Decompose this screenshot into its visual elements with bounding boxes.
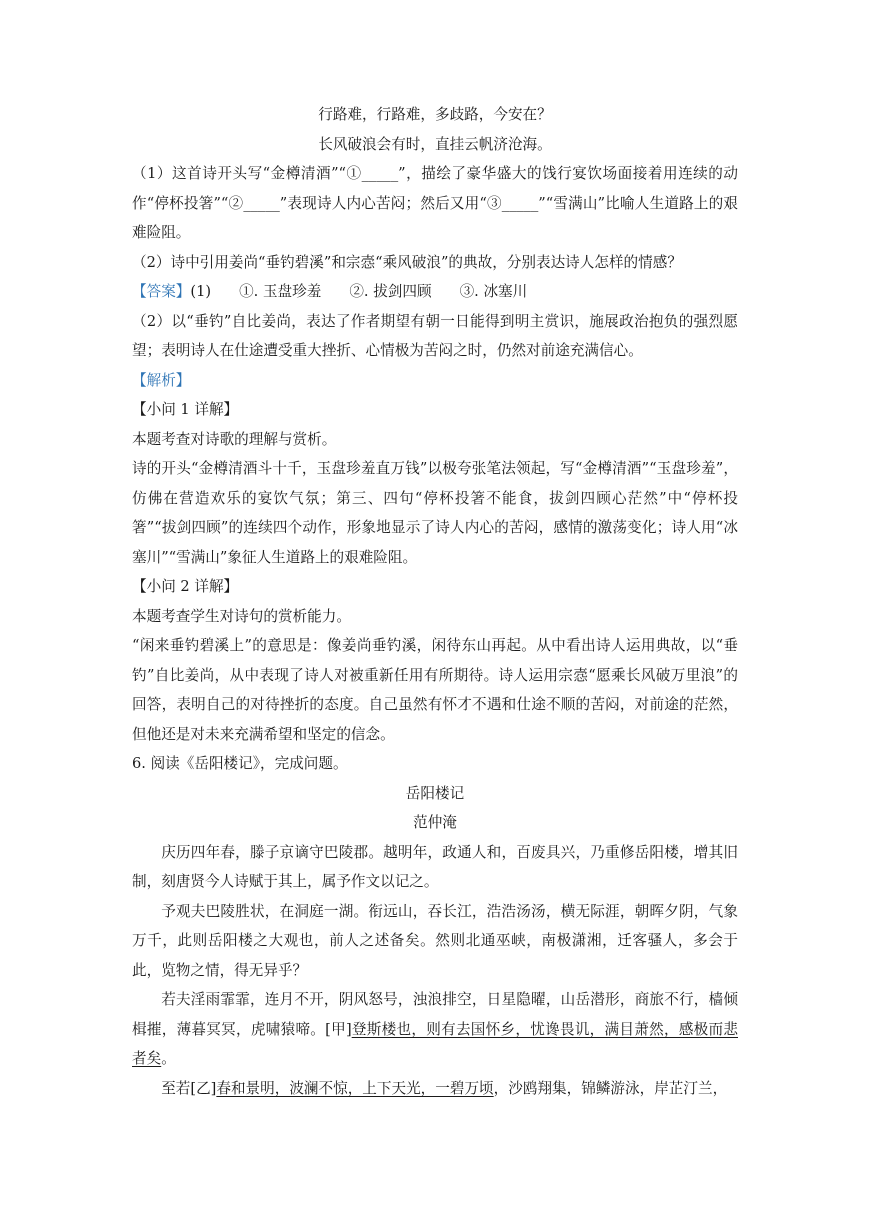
- passage-text: 至若[乙]: [161, 1079, 217, 1097]
- analysis-intro: 本题考查对诗歌的理解与赏析。: [132, 430, 337, 448]
- answer-item: ①. 玉盘珍羞: [239, 283, 322, 300]
- underlined-sentence-yi: 春和景明，波澜不惊，上下天光，一碧万顷: [216, 1079, 494, 1097]
- subquestion-heading: 【小问 2 详解】: [132, 578, 239, 595]
- analysis-body: 诗的开头“金樽清酒斗十千，玉盘珍羞直万钱”以极夸张笔法领起，写“金樽清酒”“玉盘珍羞”，仿佛在营造欢乐的宴饮气氛；第三、四句“停杯投箸不能食，拔剑四顾心茫然”中“停杯投箸”“拔剑四顾”的连续四个动作，形象地显示了诗人内心的苦闷，感情的激荡变化；诗人用“冰塞川”“雪满山”象征人生道路上的艰难险阻。: [132, 460, 738, 566]
- poem-line: 长风破浪会有时，直挂云帆济沧海。: [318, 135, 552, 153]
- passage-paragraph: 予观夫巴陵胜状，在洞庭一湖。衔远山，吞长江，浩浩汤汤，横无际涯，朝晖夕阴，气象万千，此则岳阳楼之大观也，前人之述备矣。然则北通巫峡，南极潇湘，迁客骚人，多会于此，览物之情，得无异乎？: [132, 902, 738, 979]
- analysis-intro: 本题考查学生对诗句的赏析能力。: [132, 607, 351, 625]
- answer-item: ②. 拔剑四顾: [349, 283, 432, 300]
- answer-part1-prefix: (1): [190, 283, 212, 300]
- answer-tag: 【答案】: [132, 283, 191, 300]
- passage-text: 若夫淫雨霏霏，连月不开，阴风怒号，浊浪排空，日星隐曜，山岳潜形，商旅不行，樯倾楫摧，薄暮冥冥，虎啸猿啼。[甲]: [132, 991, 738, 1038]
- analysis-body: “闲来垂钓碧溪上”的意思是：像姜尚垂钓溪，闲待东山再起。从中看出诗人运用典故，以“垂钓”自比姜尚，从中表现了诗人对被重新任用有所期待。诗人运用宗悫“愿乘长风破万里浪”的回答，表明自己的对待挫折的态度。自己虽然有怀才不遇和仕途不顺的苦闷，对前途的茫然，但他还是对未来充满希望和坚定的信念。: [132, 637, 738, 743]
- passage-author: 范仲淹: [413, 814, 457, 831]
- question-2: （2）诗中引用姜尚“垂钓碧溪”和宗悫“乘风破浪”的典故，分别表达诗人怎样的情感？: [132, 253, 682, 271]
- passage-title: 岳阳楼记: [405, 784, 465, 802]
- answer-item: ③. 冰塞川: [459, 283, 528, 300]
- document-page: [132, 100, 738, 1103]
- passage-text: ，沙鸥翔集，锦鳞游泳，岸芷汀兰，: [493, 1079, 728, 1097]
- subquestion-heading: 【小问 1 详解】: [132, 401, 239, 418]
- passage-paragraph: [132, 985, 738, 1074]
- answer-line: [132, 277, 738, 307]
- poem-line: 行路难，行路难，多歧路，今安在？: [318, 106, 552, 123]
- passage-paragraph: [132, 1074, 738, 1104]
- analysis-tag: 【解析】: [132, 371, 191, 389]
- question-1: （1）这首诗开头写“金樽清酒”“①_____”，描绘了豪华盛大的饯行宴饮场面接着用连续的动作“停杯投箸”“②_____”表现诗人内心苦闷；然后又用“③_____”“雪满山”比喻人生道路上的艰难险阻。: [132, 165, 738, 241]
- answer-part2: （2）以“垂钓”自比姜尚，表达了作者期望有朝一日能得到明主赏识，施展政治抱负的强烈愿望；表明诗人在仕途遭受重大挫折、心情极为苦闷之时，仍然对前途充满信心。: [132, 312, 738, 359]
- passage-paragraph: 庆历四年春，滕子京谪守巴陵郡。越明年，政通人和，百废具兴，乃重修岳阳楼，增其旧制，刻唐贤今人诗赋于其上，属予作文以记之。: [132, 843, 738, 890]
- question-6-stem: 6. 阅读《岳阳楼记》，完成问题。: [132, 755, 348, 772]
- underlined-sentence-jia: 登斯楼也，则有去国怀乡，忧谗畏讥，满目萧然，感极而悲者矣: [132, 1020, 738, 1067]
- passage-text: 。: [161, 1050, 176, 1067]
